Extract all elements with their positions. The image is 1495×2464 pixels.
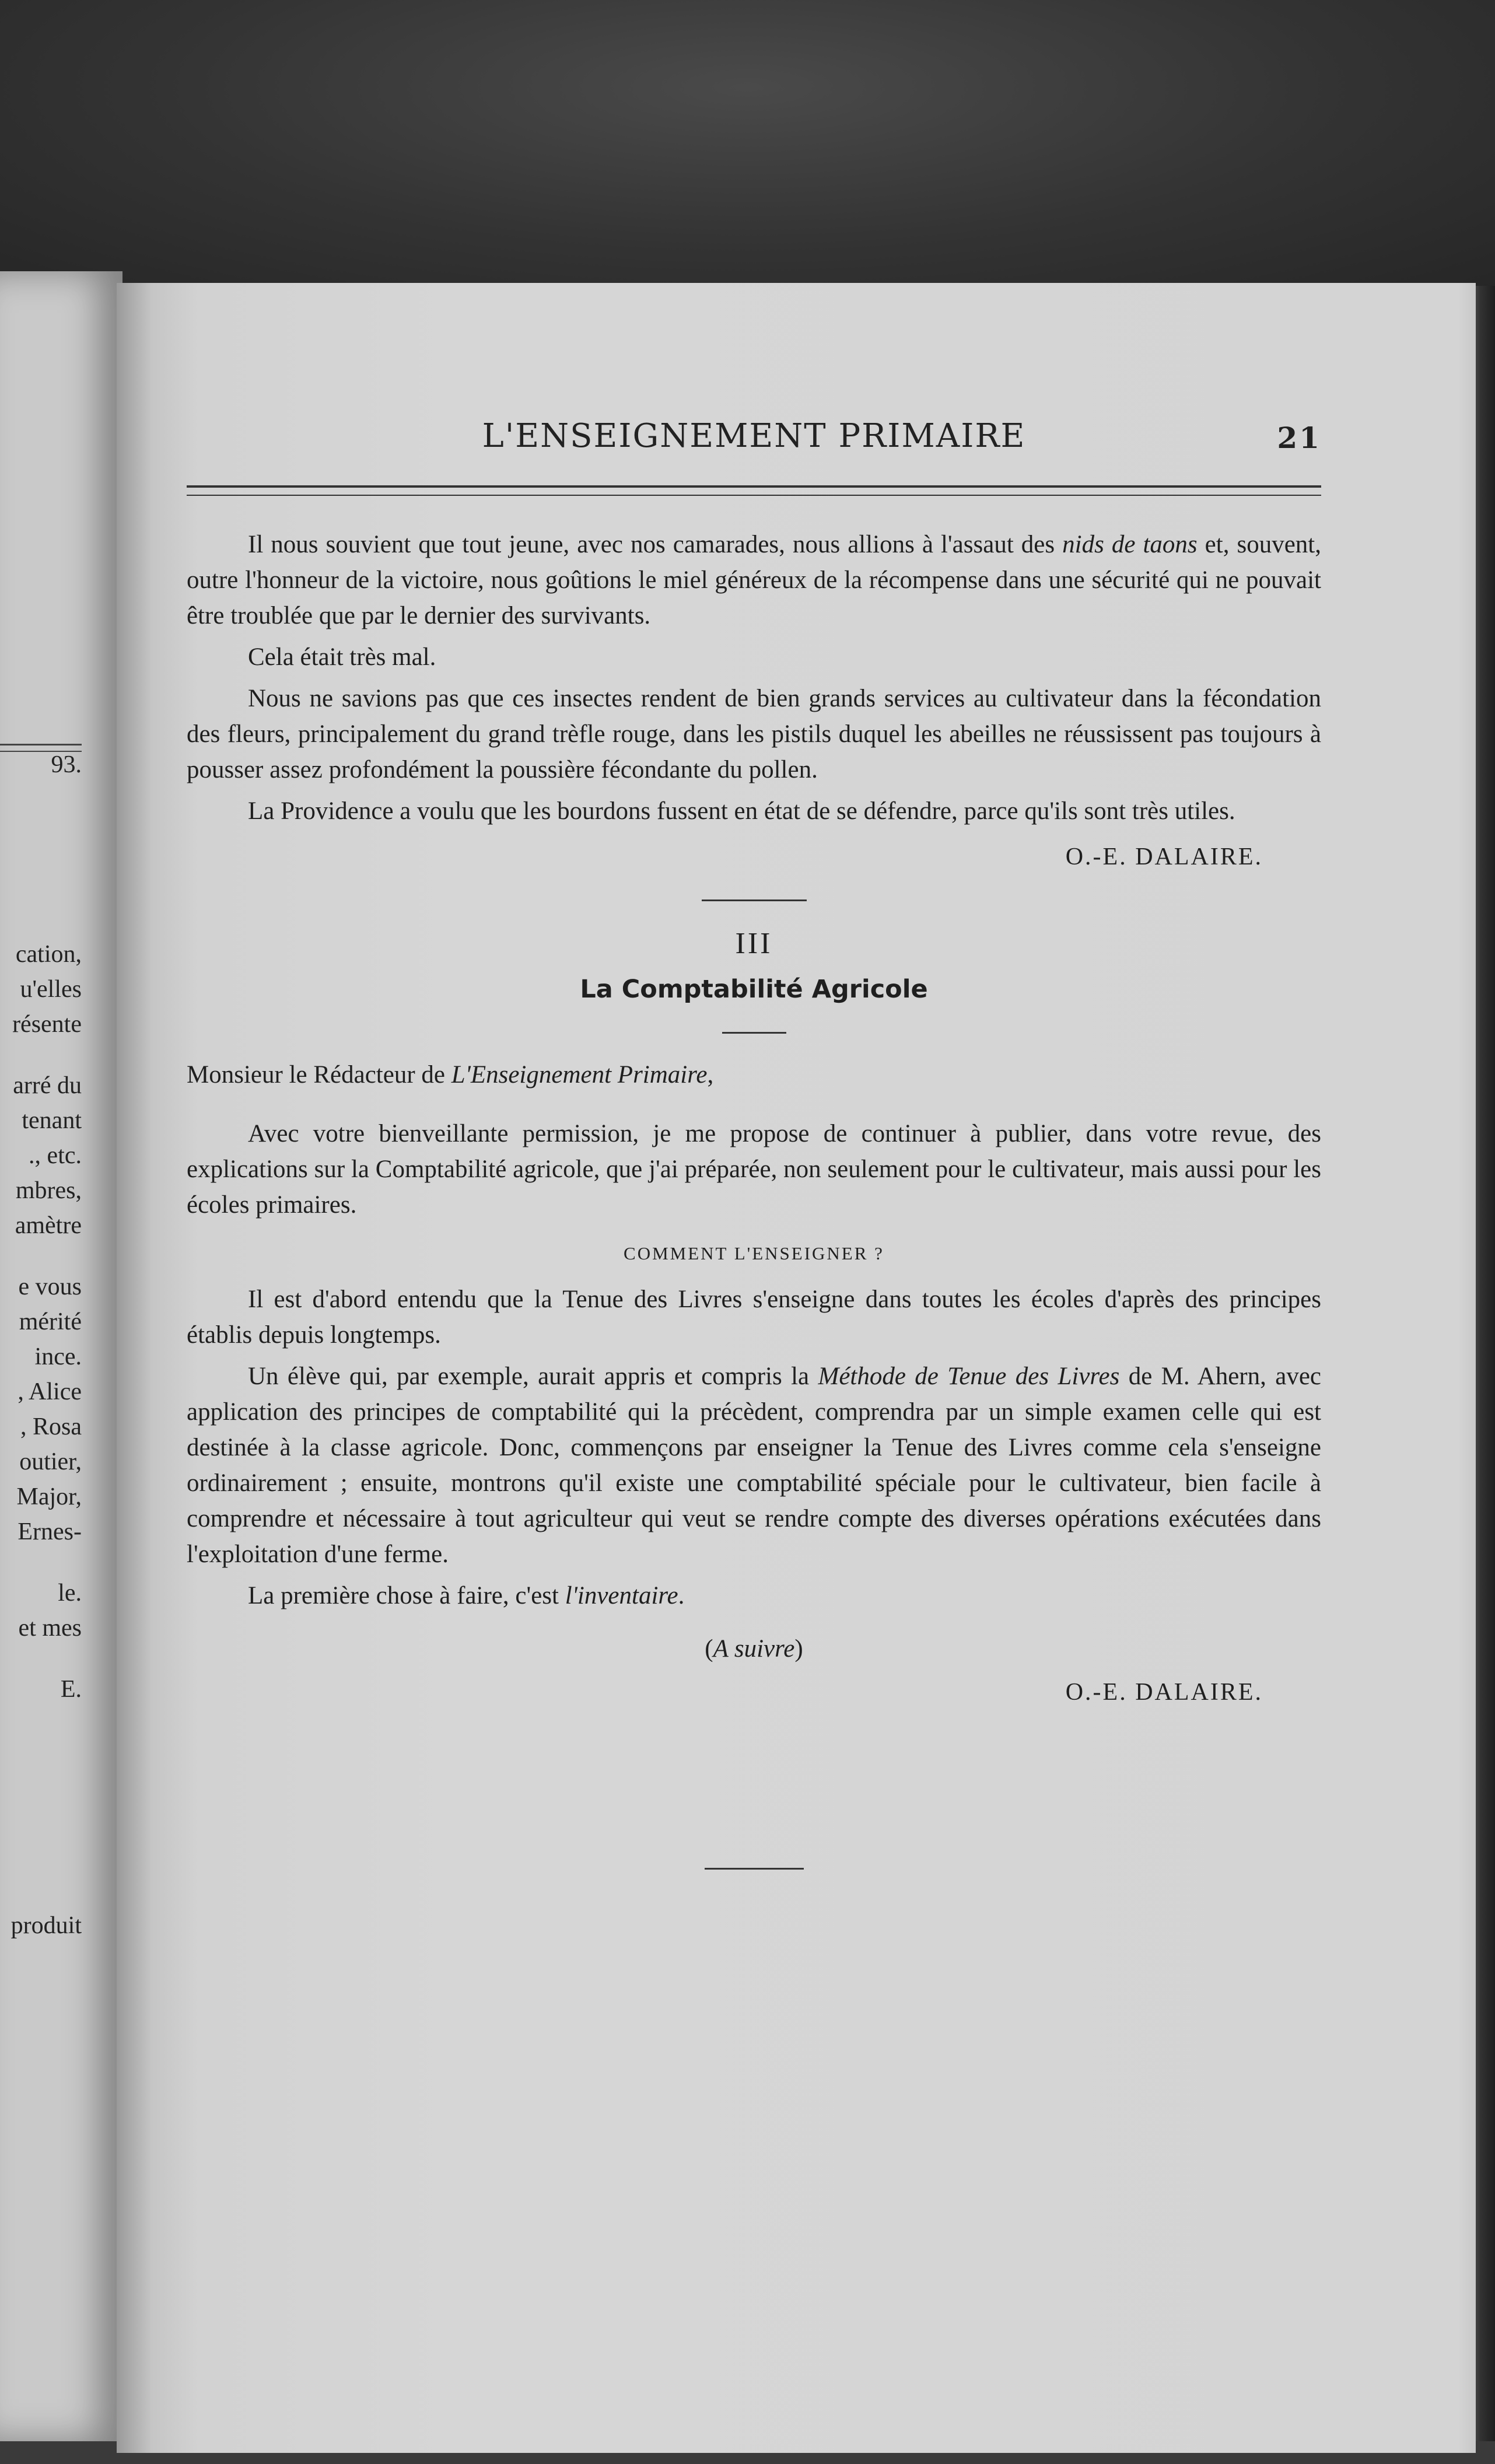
text-run: . bbox=[678, 1582, 685, 1609]
paragraph bbox=[187, 1359, 1321, 1572]
left-page-text-fragment: outier, bbox=[19, 1448, 82, 1475]
previous-page-fragment bbox=[0, 271, 122, 2441]
paragraph bbox=[187, 527, 1321, 634]
paragraph bbox=[187, 1578, 1321, 1614]
paragraph: Cela était très mal. bbox=[248, 643, 436, 671]
left-page-text-fragment: , Alice bbox=[17, 1378, 82, 1405]
left-page-text-fragment: , Rosa bbox=[20, 1413, 82, 1440]
scanner-background bbox=[0, 0, 1495, 292]
italic-text: A suivre bbox=[713, 1635, 795, 1662]
left-page-text-fragment: tenant bbox=[22, 1107, 82, 1134]
italic-text: L'Enseignement Primaire bbox=[451, 1061, 708, 1088]
paragraph: Avec votre bienveillante permission, je me propose de continuer à publier, dans votre revue, des explications sur la Comptabilité agricole, que j'ai préparée, non seulement pour le cultivateur, mais aussi pour les écoles primaires. bbox=[187, 1120, 1321, 1219]
end-divider bbox=[705, 1868, 804, 1870]
author-signature: O.-E. DALAIRE. bbox=[1065, 844, 1263, 870]
left-page-text-fragment: et mes bbox=[18, 1615, 82, 1642]
left-page-text-fragment: amètre bbox=[15, 1212, 82, 1239]
text-run: La première chose à faire, c'est bbox=[248, 1582, 565, 1609]
author-signature: O.-E. DALAIRE. bbox=[1065, 1679, 1263, 1706]
italic-text: l'inventaire bbox=[565, 1582, 678, 1609]
header-rule-thin bbox=[187, 495, 1321, 496]
paragraph: Nous ne savions pas que ces insectes rendent de bien grands services au cultivateur dans la fécondation des fleurs, principalement du grand trèfle rouge, dans les pistils duquel les abeilles ne réussissent pas toujours à pousser assez profondément la poussière fécondante du pollen. bbox=[187, 685, 1321, 783]
article-title: La Comptabilité Agricole bbox=[580, 975, 928, 1004]
paragraph: Il est d'abord entendu que la Tenue des Livres s'enseigne dans toutes les écoles d'après des principes établis depuis longtemps. bbox=[187, 1286, 1321, 1349]
left-page-text-fragment: Ernes- bbox=[17, 1518, 82, 1545]
paragraph: La Providence a voulu que les bourdons fussent en état de se défendre, parce qu'ils sont très utiles. bbox=[248, 797, 1235, 825]
left-page-text-fragment: résente bbox=[12, 1011, 82, 1038]
to-be-continued: (A suivre) bbox=[705, 1635, 803, 1662]
left-page-text-fragment: u'elles bbox=[20, 976, 82, 1003]
article-bourdons bbox=[187, 527, 1321, 1870]
text-run: et, souvent, outre l'honneur de la victoire, nous goûtions le miel généreux de la récompense dans une sécurité qui ne pouvait être troublée que par le dernier des survivants. bbox=[187, 531, 1322, 629]
subheading: COMMENT L'ENSEIGNER ? bbox=[624, 1243, 884, 1264]
left-page-text-fragment: 93. bbox=[51, 751, 82, 778]
text-run: de M. Ahern, avec application des principes de comptabilité qui la précèdent, comprendra par un simple examen celle qui est destinée à la classe agricole. Donc, commençons par enseigner la Tenue des Livres comme cela s'enseigne ordinairement ; ensuite, montrons qu'il existe une comptabilité spéciale pour le cultivateur, bien facile à comprendre et nécessaire à tout agriculteur qui veut se rendre compte des diverses opérations exécutées dans l'exploitation d'une ferme. bbox=[187, 1363, 1321, 1568]
left-page-text-fragment: E. bbox=[60, 1676, 82, 1703]
section-number: III bbox=[735, 927, 773, 960]
left-page-text-fragment: produit bbox=[10, 1912, 82, 1939]
left-page-text-fragment: le. bbox=[58, 1580, 82, 1606]
left-page-text-fragment: mérité bbox=[19, 1308, 82, 1335]
title-divider bbox=[722, 1032, 786, 1034]
page-number: 21 bbox=[1277, 421, 1321, 455]
italic-text: Méthode de Tenue des Livres bbox=[818, 1363, 1120, 1390]
left-page-text-fragment: cation, bbox=[15, 941, 82, 968]
text-run: Il nous souvient que tout jeune, avec nos camarades, nous allions à l'assaut des bbox=[248, 531, 1055, 558]
left-page-text-fragment: ., etc. bbox=[29, 1142, 82, 1169]
italic-text: nids de taons bbox=[1062, 531, 1198, 558]
left-page-rule bbox=[0, 744, 82, 746]
text-run: Monsieur le Rédacteur de bbox=[187, 1061, 451, 1088]
section-divider bbox=[702, 900, 807, 901]
running-head bbox=[187, 417, 1321, 455]
text-run: Un élève qui, par exemple, aurait appris et compris la bbox=[248, 1363, 818, 1390]
left-page-text-fragment: e vous bbox=[18, 1273, 82, 1300]
header-rule-thick bbox=[187, 485, 1321, 488]
left-page-text-fragment: Major, bbox=[16, 1483, 82, 1510]
journal-title: L'ENSEIGNEMENT PRIMAIRE bbox=[482, 417, 1026, 455]
left-page-text-fragment: arré du bbox=[13, 1072, 82, 1099]
left-page-text-fragment: mbres, bbox=[15, 1177, 82, 1204]
left-page-text-fragment: ince. bbox=[34, 1343, 82, 1370]
salutation bbox=[187, 1057, 1321, 1093]
text-run: , bbox=[707, 1061, 714, 1088]
